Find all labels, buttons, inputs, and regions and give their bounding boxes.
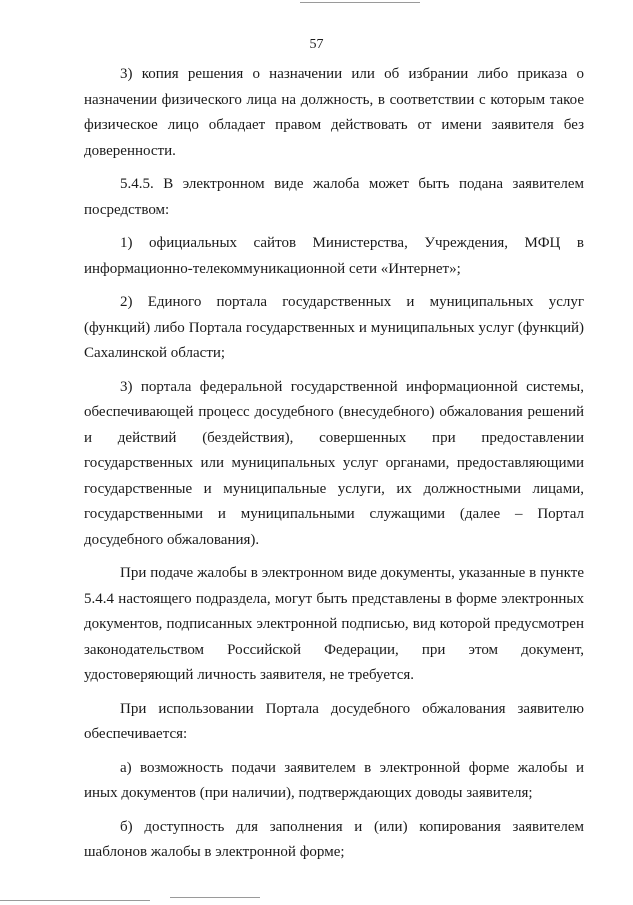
paragraph-5-4-5-electronic-complaint: 5.4.5. В электронном виде жалоба может быть подана заявителем посредством:	[84, 176, 584, 218]
paragraph-item-b-templates: б) доступность для заполнения и (или) копирования заявителем шаблонов жалобы в электронной форме;	[84, 818, 584, 860]
scan-edge-mark-bottom-right	[170, 897, 260, 898]
paragraph-item-3-federal-portal: 3) портала федеральной государственной информационной системы, обеспечивающей процесс досудебного (внесудебного) обжалования решений и действий (бездействия), совершенных при предоставлении государственных или муниципальных услуг органами, предоставляющими государственные и муниципальные услуги, их должностными лицами, государственными и муниципальными служащими (далее – Портал досудебного обжалования).	[84, 378, 584, 548]
paragraph-item-1-official-sites: 1) официальных сайтов Министерства, Учреждения, МФЦ в информационно-телекоммуникационной сети «Интернет»;	[84, 235, 584, 277]
page-body	[84, 62, 584, 866]
paragraph-item-2-unified-portal: 2) Единого портала государственных и муниципальных услуг (функций) либо Портала государственных и муниципальных услуг (функций) Сахалинской области;	[84, 294, 584, 361]
paragraph-portal-provides: При использовании Портала досудебного обжалования заявителю обеспечивается:	[84, 700, 584, 742]
paragraph-item-a-submission: а) возможность подачи заявителем в электронной форме жалобы и иных документов (при наличии), подтверждающих доводы заявителя;	[84, 759, 584, 801]
scan-edge-mark-bottom	[0, 900, 150, 901]
scan-edge-mark-top	[300, 2, 420, 3]
page-number: 57	[309, 37, 324, 52]
paragraph-item-3-copy-of-decision: 3) копия решения о назначении или об избрании либо приказа о назначении физического лица на должность, в соответствии с которым такое физическое лицо обладает правом действовать от имени заявителя без доверенности.	[84, 66, 584, 159]
paragraph-electronic-documents: При подаче жалобы в электронном виде документы, указанные в пункте 5.4.4 настоящего подраздела, могут быть представлены в форме электронных документов, подписанных электронной подписью, вид которой предусмотрен законодательством Российской Федерации, при этом документ, удостоверяющий личность заявителя, не требуется.	[84, 565, 584, 683]
